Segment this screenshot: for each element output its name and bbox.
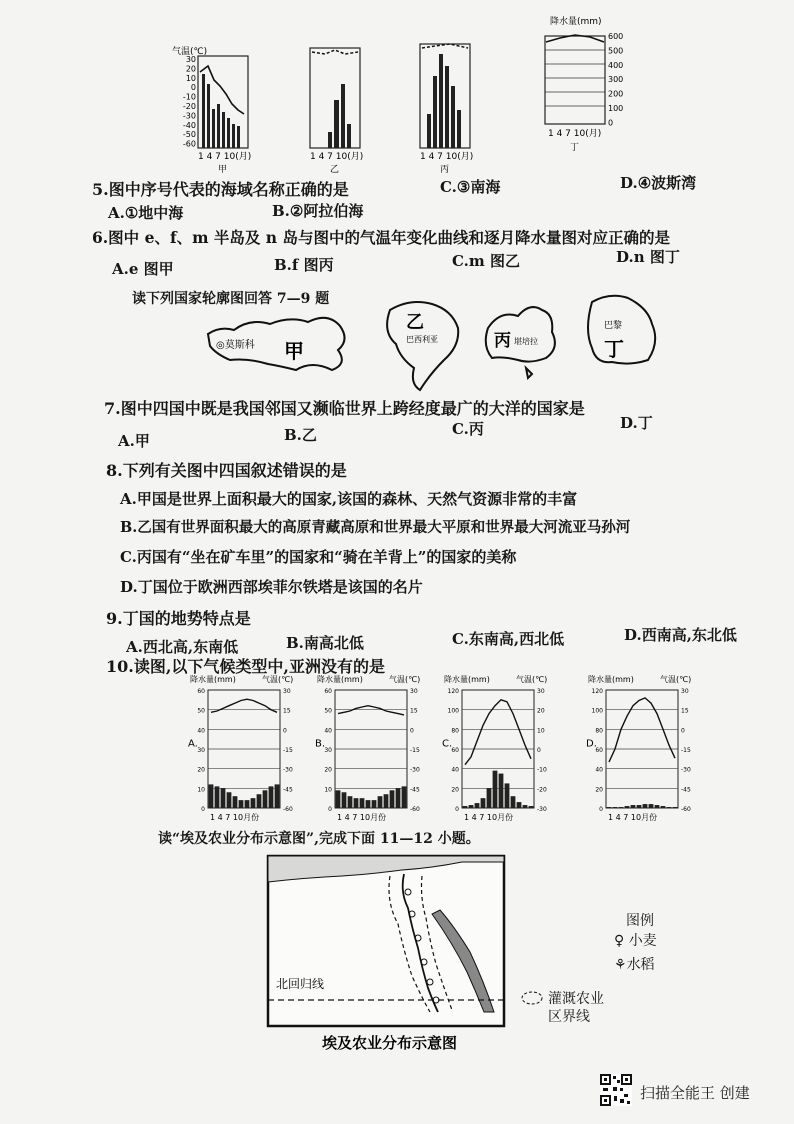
climate-right-tick: 30 [410,688,418,695]
q5-option-b[interactable]: B.②阿拉伯海 [272,202,364,220]
chart-yi-label: 乙 [330,165,340,175]
climate-left-tick: 10 [324,786,332,794]
climate-precip-bar [275,784,280,808]
climate-letter: B. [315,738,326,750]
legend-irrigation: 灌溉农业 区界线 [548,991,604,1025]
climate-left-tick: 120 [447,688,459,695]
q9-option-c[interactable]: C.东南高,西北低 [452,630,565,648]
climate-precip-bar [673,807,678,808]
climate-precip-bar [505,783,510,808]
climate-temp-line [338,706,404,715]
climate-charts [170,668,770,830]
climate-left-tick: 80 [595,727,603,735]
wheat-icon: ♀ [614,933,625,949]
chart-jia-axis-title: 气温(℃) [172,47,208,57]
climate-left-title: 降水量(mm) [444,675,490,684]
ding-ytick: 200 [608,89,624,99]
legend-irrigation-icon [520,990,544,1010]
climate-temp-line [211,699,277,712]
climate-right-tick: 30 [283,688,291,695]
chart-yi-xticks: 1 4 7 10(月) [310,152,364,162]
climate-right-tick: 15 [410,707,418,715]
q7-stem: 7.图中四国中既是我国邻国又濒临世界上跨经度最广的大洋的国家是 [104,399,585,418]
climate-xticks: 1 4 7 10月份 [608,813,658,822]
climate-right-title: 气温(℃) [660,675,692,684]
climate-right-tick: -45 [410,786,420,794]
jia-ytick: 10 [185,73,196,83]
egypt-map-title: 埃及农业分布示意图 [322,1034,458,1052]
climate-precip-bar [637,805,642,808]
climate-precip-bar [342,792,347,808]
climate-left-tick: 60 [451,747,459,754]
chart-jia-xticks: 1 4 7 10(月) [198,152,252,162]
climate-left-tick: 40 [451,766,459,774]
climate-right-tick: -30 [681,766,691,774]
q9-option-d[interactable]: D.西南高,东北低 [624,626,737,644]
climate-left-tick: 40 [324,727,332,735]
rice-icon: ⚘ [614,957,627,973]
outline-bing-city: 堪培拉 [514,337,538,346]
climate-right-tick: -60 [283,806,293,813]
climate-precip-bar [529,806,534,808]
climate-left-tick: 10 [197,786,205,794]
q8-option-b[interactable]: B.乙国有世界面积最大的高原青藏高原和世界最大平原和世界最大河流亚马孙河 [120,519,631,536]
outline-jia-label: 甲 [284,339,304,363]
climate-right-tick: -20 [537,786,547,794]
climate-right-tick: -60 [410,806,420,813]
outline-bing-label: 丙 [494,331,511,351]
climate-right-tick: -30 [410,766,420,774]
climate-right-tick: -15 [681,747,691,754]
climate-chart-3 [586,674,691,822]
climate-left-title: 降水量(mm) [588,675,634,684]
climate-right-title: 气温(℃) [516,675,548,684]
jia-ytick: 30 [185,55,196,64]
climate-left-tick: 0 [599,806,603,813]
climate-precip-bar [396,788,401,808]
climate-left-tick: 20 [595,786,603,794]
q7-option-d[interactable]: D.丁 [620,414,653,432]
climate-precip-bar [239,800,244,808]
chart-bing-xticks: 1 4 7 10(月) [420,152,474,162]
climate-precip-bar [469,805,474,808]
chart-ding [545,15,623,153]
legend-rice: ⚘水稻 [614,957,655,973]
climate-precip-bar [517,802,522,808]
intro-7-9: 读下列国家轮廓图回答 7—9 题 [132,291,330,307]
climate-right-tick: 15 [681,707,689,715]
climate-precip-bar [215,786,220,808]
climate-precip-bar [366,800,371,808]
outline-yi-label: 乙 [406,312,424,333]
jia-ytick: -40 [182,120,196,130]
climate-precip-bar [378,796,383,808]
climate-left-title: 降水量(mm) [317,675,363,684]
climate-right-title: 气温(℃) [389,675,421,684]
climate-left-title: 降水量(mm) [190,675,236,684]
climate-xticks: 1 4 7 10月份 [210,813,260,822]
climate-right-tick: -30 [537,806,547,813]
q10-stem: 10.读图,以下气候类型中,亚洲没有的是 [106,657,385,676]
climate-letter: D. [586,738,597,750]
chart-jia [172,45,251,175]
q8-option-a[interactable]: A.甲国是世界上面积最大的国家,该国的森林、天然气资源非常的丰富 [120,490,578,508]
climate-left-tick: 60 [595,747,603,754]
q5-option-d[interactable]: D.④波斯湾 [620,174,697,192]
climate-precip-bar [667,807,672,808]
climate-precip-bar [263,790,268,808]
chart-yi [310,48,363,175]
climate-left-tick: 0 [455,806,459,813]
climate-chart-1 [315,674,420,822]
legend-wheat: ♀ 小麦 [614,933,657,949]
climate-left-tick: 100 [591,707,603,715]
climate-right-tick: -30 [283,766,293,774]
q9-option-a[interactable]: A.西北高,东南低 [126,638,239,656]
climate-right-tick: 20 [537,707,545,715]
climate-precip-bar [390,790,395,808]
qr-code-icon [600,1074,632,1106]
ding-ytick: 300 [608,75,624,85]
climate-left-tick: 20 [197,766,205,774]
climate-right-title: 气温(℃) [262,675,294,684]
climate-precip-bar [661,806,666,808]
q8-stem: 8.下列有关图中四国叙述错误的是 [106,461,347,480]
climate-left-tick: 60 [197,688,205,695]
climate-left-tick: 0 [201,806,205,813]
climate-right-tick: 30 [681,688,689,695]
climate-precip-bar [481,798,486,808]
q5-option-a[interactable]: A.①地中海 [108,204,184,222]
climate-left-tick: 0 [328,806,332,813]
footer-text: 扫描全能王 创建 [640,1084,750,1102]
climate-precip-bar [523,805,528,808]
climate-precip-bar [336,790,341,808]
climate-precip-bar [511,796,516,808]
climate-precip-bar [402,786,407,808]
q6-stem: 6.图中 e、f、m 半岛及 n 岛与图中的气温年变化曲线和逐月降水量图对应正确的是 [92,228,670,247]
climate-precip-bar [607,807,612,808]
climate-left-tick: 50 [324,707,332,715]
climate-precip-bar [499,774,504,808]
jia-ytick: -30 [182,111,196,121]
climate-precip-bar [227,792,232,808]
climate-precip-bar [619,807,624,808]
climate-left-tick: 50 [197,707,205,715]
outline-jia-city: ◎莫斯科 [216,340,255,351]
climate-right-tick: 10 [537,727,545,735]
chart-bing [420,44,473,175]
climate-precip-bar [631,805,636,808]
q9-option-b[interactable]: B.南高北低 [286,634,364,652]
climate-precip-bar [348,796,353,808]
climate-precip-bar [251,798,256,808]
climate-precip-bar [655,805,660,808]
egypt-map [262,852,512,1052]
climate-right-tick: -15 [283,747,293,754]
country-outlines [200,288,680,400]
climate-chart-2 [442,674,547,822]
climate-xticks: 1 4 7 10月份 [337,813,387,822]
chart-ding-label: 丁 [570,143,580,153]
climate-right-tick: -45 [681,786,691,794]
jia-ytick: -50 [182,130,196,140]
climate-precip-bar [475,803,480,808]
climate-precip-bar [233,796,238,808]
ding-ytick: 400 [608,60,624,70]
climate-letter: C. [442,738,453,750]
q7-option-b[interactable]: B.乙 [284,426,317,444]
chart-ding-axis-title: 降水量(mm) [550,17,602,27]
climate-precip-bar [221,788,226,808]
jia-ytick: -20 [182,102,196,111]
climate-precip-bar [257,794,262,808]
q7-option-a[interactable]: A.甲 [118,432,150,450]
climate-chart-0 [188,674,293,822]
climate-precip-bar [269,786,274,808]
jia-ytick: -60 [182,139,196,149]
q8-option-c[interactable]: C.丙国有“坐在矿车里”的国家和“骑在羊背上”的国家的美称 [120,548,517,566]
climate-left-tick: 100 [447,707,459,715]
climate-temp-line [609,698,675,762]
jia-ytick: -10 [182,92,196,102]
climate-left-tick: 30 [197,747,205,754]
climate-left-tick: 30 [324,747,332,754]
ding-ytick: 0 [608,118,614,128]
q6-option-a[interactable]: A.e 图甲 [112,260,174,278]
climate-precip-bar [625,806,630,808]
q6-option-c[interactable]: C.m 图乙 [452,252,520,270]
chart-bing-label: 丙 [440,165,450,175]
q7-option-c[interactable]: C.丙 [452,420,484,438]
climate-right-tick: -10 [537,766,547,774]
climate-right-tick: -45 [283,786,293,794]
climate-precip-bar [354,798,359,808]
climate-precip-bar [372,800,377,808]
outline-ding-city: 巴黎 [604,321,623,331]
climate-left-tick: 20 [324,766,332,774]
q8-option-d[interactable]: D.丁国位于欧洲西部埃菲尔铁塔是该国的名片 [120,578,423,596]
climate-left-tick: 60 [324,688,332,695]
outline-yi-city: 巴西利亚 [406,335,438,344]
climate-right-tick: 0 [537,747,541,754]
climate-precip-bar [360,798,365,808]
q9-stem: 9.丁国的地势特点是 [106,609,251,628]
climate-right-tick: -15 [410,747,420,754]
climate-right-tick: 0 [681,727,685,735]
climate-xticks: 1 4 7 10月份 [464,813,514,822]
climate-precip-bar [493,771,498,808]
q6-option-d[interactable]: D.n 图丁 [616,248,680,266]
chart-jia-label: 甲 [218,165,228,175]
tropic-label: 北回归线 [276,977,325,991]
climate-precip-bar [649,804,654,808]
jia-ytick: 0 [190,83,196,93]
climate-letter: A. [188,738,198,750]
legend-title: 图例 [626,913,654,929]
jia-ytick: 20 [185,64,196,74]
climate-precip-bar [209,784,214,808]
climate-precip-bar [384,794,389,808]
climate-precip-bar [643,804,648,808]
climate-right-tick: 15 [283,707,291,715]
climate-right-tick: -60 [681,806,691,813]
climate-precip-bar [463,806,468,808]
intro-11-12: 读“埃及农业分布示意图”,完成下面 11—12 小题。 [158,831,480,847]
climate-precip-bar [487,788,492,808]
q5-stem: 5.图中序号代表的海域名称正确的是 [92,180,349,199]
chart-ding-xticks: 1 4 7 10(月) [548,129,602,139]
q5-option-c[interactable]: C.③南海 [440,178,501,196]
ding-ytick: 600 [608,32,624,41]
climate-left-tick: 40 [197,727,205,735]
climate-right-tick: 0 [283,727,287,735]
outline-ding-label: 丁 [604,337,624,361]
ding-ytick: 100 [608,104,624,113]
climate-right-tick: 30 [537,688,545,695]
climate-right-tick: 0 [410,727,414,735]
top-charts [150,14,624,175]
climate-left-tick: 40 [595,766,603,774]
ding-ytick: 500 [608,46,624,56]
climate-left-tick: 120 [591,688,603,695]
climate-left-tick: 80 [451,727,459,735]
q6-option-b[interactable]: B.f 图丙 [274,256,334,274]
climate-precip-bar [613,807,618,808]
climate-left-tick: 20 [451,786,459,794]
climate-precip-bar [245,800,250,808]
